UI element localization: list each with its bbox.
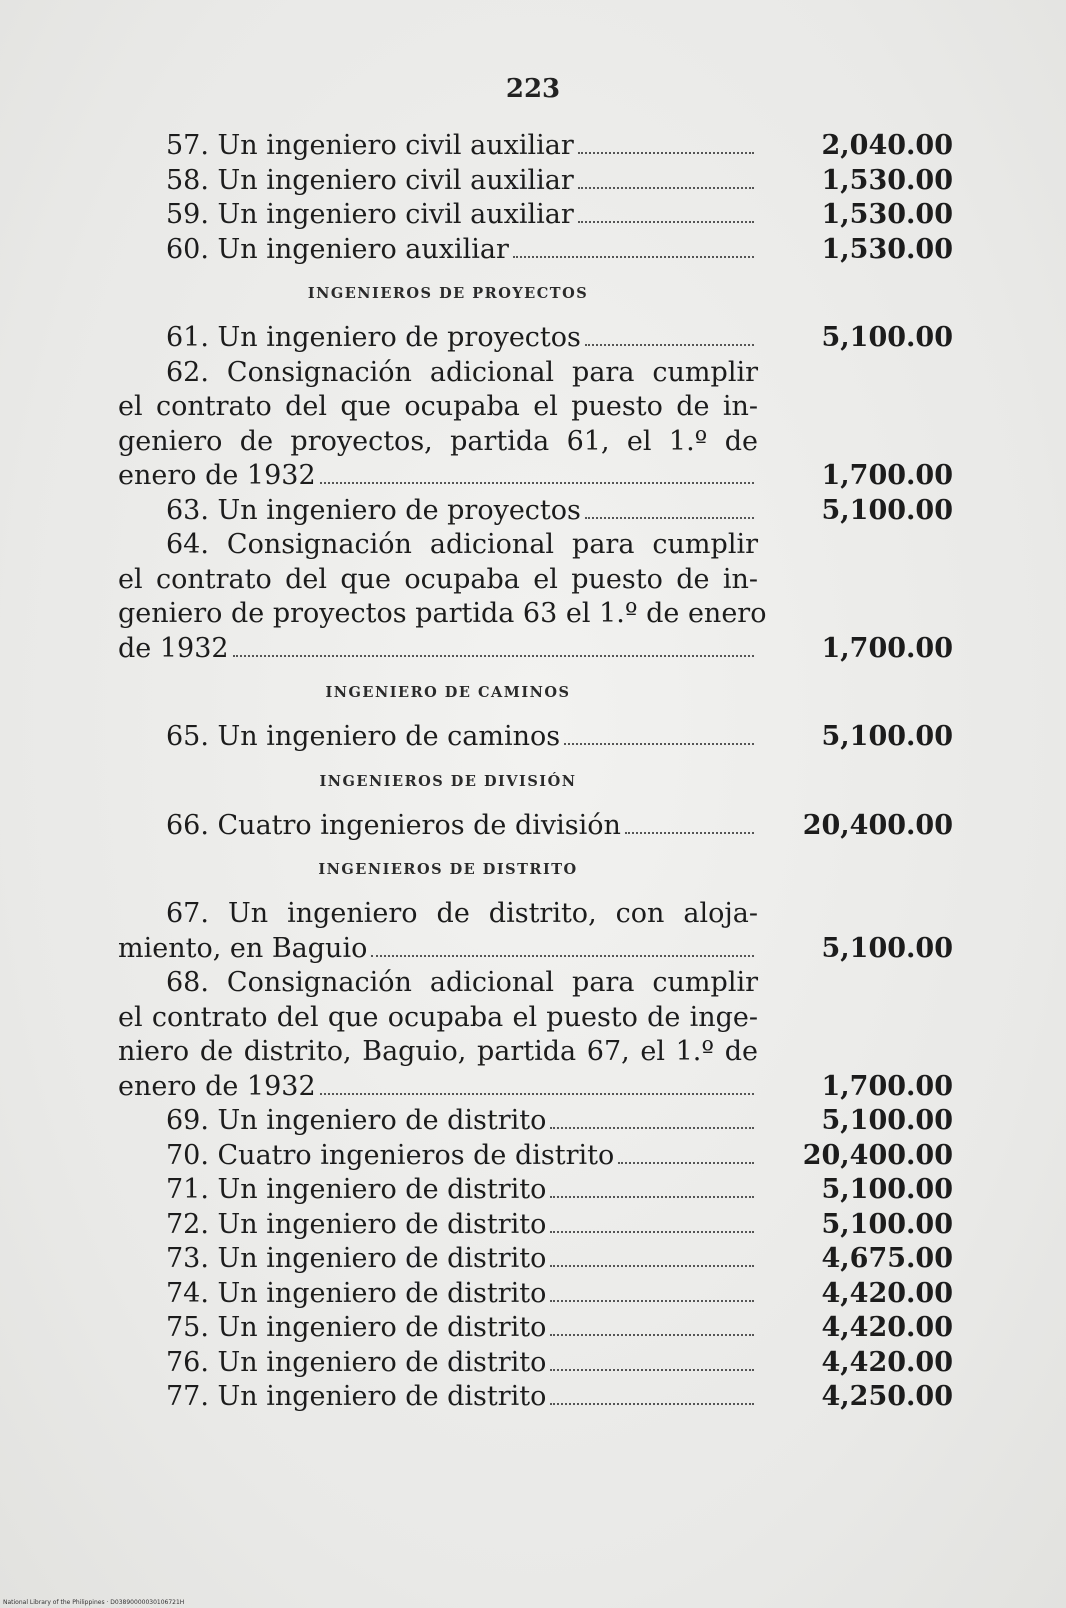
entry-line: [118, 528, 758, 563]
entry-description: [118, 1346, 758, 1381]
entry-line: [118, 356, 758, 391]
entry-description: [118, 528, 767, 666]
entry-line: [118, 1311, 758, 1346]
entry-line: [118, 1035, 758, 1070]
entry-description: [118, 1380, 758, 1415]
dot-leader: [371, 955, 754, 957]
entry-line: [118, 1346, 758, 1381]
budget-entry: [118, 1139, 978, 1174]
budget-entry: [118, 720, 978, 755]
entry-amount: 20,400.00: [802, 809, 953, 841]
entry-line: [118, 1139, 758, 1174]
budget-entry: [118, 1380, 978, 1415]
entry-line-text: 68. Consignación adicional para cumplir: [166, 967, 758, 998]
entry-amount: 5,100.00: [821, 322, 953, 353]
entry-line-text: 67. Un ingeniero de distrito, con aloja-: [166, 898, 758, 929]
dot-leader: [625, 832, 754, 834]
entry-line-text: de 1932: [118, 632, 229, 664]
entry-group-auxiliares: [118, 129, 978, 267]
entry-description: [118, 897, 758, 966]
entry-description: [118, 809, 758, 844]
dot-leader: [618, 1162, 754, 1164]
entry-amount: 4,250.00: [821, 1381, 953, 1412]
page-number: 223: [505, 74, 561, 104]
dot-leader: [550, 1196, 754, 1198]
dot-leader: [585, 517, 754, 519]
entry-description: [118, 494, 758, 529]
dot-leader: [550, 1265, 754, 1267]
entry-line-text: 77. Un ingeniero de distrito: [166, 1381, 547, 1412]
dot-leader: [550, 1403, 754, 1405]
entry-line: [118, 897, 758, 932]
entry-line: [118, 1242, 758, 1277]
entry-description: [118, 1242, 758, 1277]
entry-amount: 5,100.00: [821, 721, 953, 752]
budget-entry: [118, 1277, 978, 1312]
entry-amount: 5,100.00: [821, 494, 953, 526]
budget-entry: [118, 528, 978, 666]
entry-description: [118, 720, 758, 755]
budget-entry: [118, 1208, 978, 1243]
entry-line: [118, 966, 758, 1001]
budget-entry: [118, 129, 978, 164]
section-heading-distrito: INGENIEROS DE DISTRITO: [318, 861, 578, 878]
entry-group-caminos: [118, 720, 978, 755]
dot-leader: [578, 187, 754, 189]
entry-line: [118, 632, 758, 667]
entry-description: [118, 1104, 758, 1139]
entry-description: [118, 966, 758, 1104]
entry-description: [118, 233, 758, 268]
entry-line-text: 72. Un ingeniero de distrito: [166, 1208, 547, 1240]
budget-entry: [118, 1242, 978, 1277]
entry-description: [118, 198, 758, 233]
entry-line-text: 60. Un ingeniero auxiliar: [166, 233, 509, 265]
entry-amount: 4,420.00: [821, 1346, 953, 1378]
entry-line-text: 61. Un ingeniero de proyectos: [166, 322, 581, 353]
entry-line: [118, 809, 758, 844]
dot-leader: [320, 482, 754, 484]
entry-line-text: enero de 1932: [118, 460, 316, 491]
entry-description: [118, 356, 758, 494]
entry-line: [118, 390, 758, 425]
entry-line: [118, 198, 758, 233]
entry-line-text: 66. Cuatro ingenieros de división: [166, 809, 621, 841]
entry-line: [118, 597, 767, 632]
dot-leader: [550, 1127, 754, 1129]
entry-line: [118, 1277, 758, 1312]
entry-description: [118, 129, 758, 164]
budget-list: [118, 129, 978, 1415]
section-heading-caminos: INGENIERO DE CAMINOS: [325, 684, 571, 701]
entry-amount: 1,700.00: [821, 460, 953, 491]
entry-line-text: el contrato del que ocupaba el puesto de in-: [118, 391, 758, 422]
budget-entry: [118, 1311, 978, 1346]
entry-line-text: geniero de proyectos, partida 61, el 1.º de: [118, 425, 758, 457]
entry-line: [118, 459, 758, 494]
dot-leader: [513, 256, 754, 258]
budget-entry: [118, 1104, 978, 1139]
entry-line-text: 75. Un ingeniero de distrito: [166, 1312, 547, 1343]
budget-entry: [118, 1173, 978, 1208]
entry-amount: 1,530.00: [821, 164, 953, 196]
entry-amount: 5,100.00: [821, 1174, 953, 1205]
budget-entry: [118, 494, 978, 529]
entry-line: [118, 1208, 758, 1243]
dot-leader: [320, 1093, 754, 1095]
entry-amount: 1,530.00: [821, 233, 953, 265]
budget-entry: [118, 966, 978, 1104]
entry-line-text: 76. Un ingeniero de distrito: [166, 1346, 547, 1378]
dot-leader: [550, 1300, 754, 1302]
entry-amount: 4,420.00: [821, 1277, 953, 1309]
entry-group-division: [118, 809, 978, 844]
entry-line: [118, 1173, 758, 1208]
entry-line-text: 62. Consignación adicional para cumplir: [166, 356, 758, 388]
entry-line: [118, 425, 758, 460]
section-heading-division: INGENIEROS DE DIVISIÓN: [319, 772, 577, 790]
entry-line: [118, 321, 758, 356]
dot-leader: [564, 743, 754, 745]
dot-leader: [233, 655, 754, 657]
budget-entry: [118, 198, 978, 233]
entry-line-text: 59. Un ingeniero civil auxiliar: [166, 199, 574, 230]
dot-leader: [550, 1369, 754, 1371]
entry-line-text: 69. Un ingeniero de distrito: [166, 1105, 547, 1136]
budget-entry: [118, 356, 978, 494]
entry-line-text: enero de 1932: [118, 1070, 316, 1102]
entry-amount: 5,100.00: [821, 1208, 953, 1240]
budget-entry: [118, 321, 978, 356]
entry-line-text: miento, en Baguio: [118, 932, 368, 964]
entry-amount: 1,700.00: [821, 632, 953, 664]
entry-line-text: 58. Un ingeniero civil auxiliar: [166, 164, 574, 196]
entry-line-text: 63. Un ingeniero de proyectos: [166, 494, 581, 526]
entry-description: [118, 1173, 758, 1208]
entry-line-text: 73. Un ingeniero de distrito: [166, 1243, 547, 1274]
entry-amount: 5,100.00: [821, 932, 953, 964]
entry-line: [118, 1380, 758, 1415]
entry-line: [118, 233, 758, 268]
dot-leader: [550, 1334, 754, 1336]
entry-line-text: 74. Un ingeniero de distrito: [166, 1277, 547, 1309]
entry-line: [118, 1104, 758, 1139]
entry-line-text: el contrato del que ocupaba el puesto de in-: [118, 563, 758, 595]
entry-description: [118, 321, 758, 356]
budget-entry: [118, 164, 978, 199]
entry-line: [118, 932, 758, 967]
entry-line-text: 71. Un ingeniero de distrito: [166, 1174, 547, 1205]
scan-footer: National Library of the Philippines · D03890000030106721H: [3, 1599, 185, 1606]
entry-line: [118, 129, 758, 164]
entry-line: [118, 164, 758, 199]
entry-line-text: niero de distrito, Baguio, partida 67, el 1.º de: [118, 1036, 758, 1067]
entry-line: [118, 494, 758, 529]
entry-amount: 4,675.00: [821, 1243, 953, 1274]
entry-amount: 20,400.00: [802, 1139, 953, 1171]
budget-entry: [118, 809, 978, 844]
entry-line: [118, 1070, 758, 1105]
entry-amount: 2,040.00: [821, 130, 953, 161]
dot-leader: [550, 1231, 754, 1233]
entry-amount: 5,100.00: [821, 1105, 953, 1136]
entry-line-text: geniero de proyectos partida 63 el 1.º de enero: [118, 598, 767, 629]
dot-leader: [578, 221, 754, 223]
entry-amount: 4,420.00: [821, 1312, 953, 1343]
entry-line: [118, 720, 758, 755]
entry-group-distrito: [118, 897, 978, 1415]
dot-leader: [578, 152, 754, 154]
budget-entry: [118, 1346, 978, 1381]
entry-description: [118, 1139, 758, 1174]
entry-amount: 1,530.00: [821, 199, 953, 230]
entry-line-text: 65. Un ingeniero de caminos: [166, 721, 561, 752]
entry-line-text: el contrato del que ocupaba el puesto de inge-: [118, 1001, 758, 1033]
budget-entry: [118, 233, 978, 268]
entry-description: [118, 1208, 758, 1243]
dot-leader: [585, 344, 754, 346]
section-heading-proyectos: INGENIEROS DE PROYECTOS: [307, 285, 589, 302]
entry-description: [118, 1311, 758, 1346]
entry-description: [118, 1277, 758, 1312]
entry-line-text: 70. Cuatro ingenieros de distrito: [166, 1139, 615, 1171]
entry-line-text: 57. Un ingeniero civil auxiliar: [166, 130, 574, 161]
entry-amount: 1,700.00: [821, 1070, 953, 1102]
entry-line-text: 64. Consignación adicional para cumplir: [166, 529, 758, 560]
entry-description: [118, 164, 758, 199]
entry-group-proyectos: [118, 321, 978, 666]
entry-line: [118, 563, 758, 598]
budget-entry: [118, 897, 978, 966]
entry-line: [118, 1001, 758, 1036]
